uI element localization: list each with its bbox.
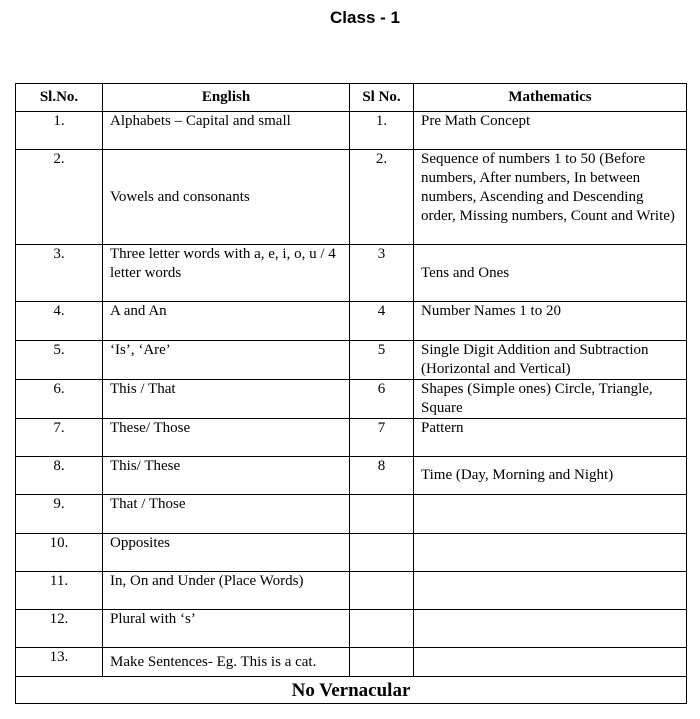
- footer-row: [16, 677, 687, 704]
- english-topic-cell: That / Those: [103, 495, 350, 534]
- sl-no-cell: 6: [350, 380, 414, 419]
- math-topic-cell: [414, 572, 687, 610]
- table-row: [16, 112, 687, 150]
- table-row: [16, 419, 687, 457]
- sl-no-cell: 1.: [350, 112, 414, 150]
- english-topic-cell: Three letter words with a, e, i, o, u / 4 letter words: [103, 245, 350, 302]
- sl-no-cell: [350, 572, 414, 610]
- sl-no-cell: 5.: [16, 341, 103, 380]
- sl-no-cell: 7.: [16, 419, 103, 457]
- english-topic-cell: This / That: [103, 380, 350, 419]
- table-row: [16, 150, 687, 245]
- footer-note: No Vernacular: [16, 677, 687, 704]
- english-topic-cell: Vowels and consonants: [103, 150, 350, 245]
- english-topic-cell: ‘Is’, ‘Are’: [103, 341, 350, 380]
- syllabus-table: [15, 83, 687, 704]
- sl-no-cell: 3.: [16, 245, 103, 302]
- sl-no-cell: 8: [350, 457, 414, 495]
- sl-no-cell: 12.: [16, 610, 103, 648]
- math-topic-cell: [414, 495, 687, 534]
- english-topic-cell: This/ These: [103, 457, 350, 495]
- sl-no-cell: 4: [350, 302, 414, 341]
- sl-no-cell: [350, 648, 414, 677]
- table-row: [16, 648, 687, 677]
- math-topic-cell: Tens and Ones: [414, 245, 687, 302]
- table-row: [16, 534, 687, 572]
- math-topic-cell: Number Names 1 to 20: [414, 302, 687, 341]
- math-topic-cell: Pattern: [414, 419, 687, 457]
- sl-no-cell: 2.: [16, 150, 103, 245]
- header-sl-no-english: Sl.No.: [16, 84, 103, 112]
- header-row: [16, 84, 687, 112]
- sl-no-cell: 11.: [16, 572, 103, 610]
- english-topic-cell: Opposites: [103, 534, 350, 572]
- sl-no-cell: 10.: [16, 534, 103, 572]
- math-topic-cell: Shapes (Simple ones) Circle, Triangle, Square: [414, 380, 687, 419]
- page-title: Class - 1: [330, 8, 400, 27]
- math-topic-cell: [414, 610, 687, 648]
- header-sl-no-math: Sl No.: [350, 84, 414, 112]
- table-row: [16, 572, 687, 610]
- english-topic-cell: Plural with ‘s’: [103, 610, 350, 648]
- sl-no-cell: 6.: [16, 380, 103, 419]
- header-english: English: [103, 84, 350, 112]
- sl-no-cell: 9.: [16, 495, 103, 534]
- math-topic-cell: [414, 534, 687, 572]
- english-topic-cell: These/ Those: [103, 419, 350, 457]
- table-row: [16, 495, 687, 534]
- sl-no-cell: 4.: [16, 302, 103, 341]
- sl-no-cell: 1.: [16, 112, 103, 150]
- sl-no-cell: 7: [350, 419, 414, 457]
- table-row: [16, 457, 687, 495]
- english-topic-cell: Make Sentences- Eg. This is a cat.: [103, 648, 350, 677]
- math-topic-cell: Time (Day, Morning and Night): [414, 457, 687, 495]
- english-topic-cell: In, On and Under (Place Words): [103, 572, 350, 610]
- math-topic-cell: Single Digit Addition and Subtraction (Horizontal and Vertical): [414, 341, 687, 380]
- table-row: [16, 245, 687, 302]
- sl-no-cell: 3: [350, 245, 414, 302]
- math-topic-cell: [414, 648, 687, 677]
- table-row: [16, 610, 687, 648]
- math-topic-cell: Pre Math Concept: [414, 112, 687, 150]
- table-row: [16, 380, 687, 419]
- sl-no-cell: 8.: [16, 457, 103, 495]
- sl-no-cell: [350, 495, 414, 534]
- sl-no-cell: 5: [350, 341, 414, 380]
- sl-no-cell: 2.: [350, 150, 414, 245]
- table-row: [16, 302, 687, 341]
- sl-no-cell: 13.: [16, 648, 103, 677]
- sl-no-cell: [350, 534, 414, 572]
- sl-no-cell: [350, 610, 414, 648]
- table-row: [16, 341, 687, 380]
- english-topic-cell: Alphabets – Capital and small: [103, 112, 350, 150]
- english-topic-cell: A and An: [103, 302, 350, 341]
- math-topic-cell: Sequence of numbers 1 to 50 (Before numbers, After numbers, In between numbers, Ascending and Descending order, Missing numbers, Count and Write): [414, 150, 687, 245]
- header-mathematics: Mathematics: [414, 84, 687, 112]
